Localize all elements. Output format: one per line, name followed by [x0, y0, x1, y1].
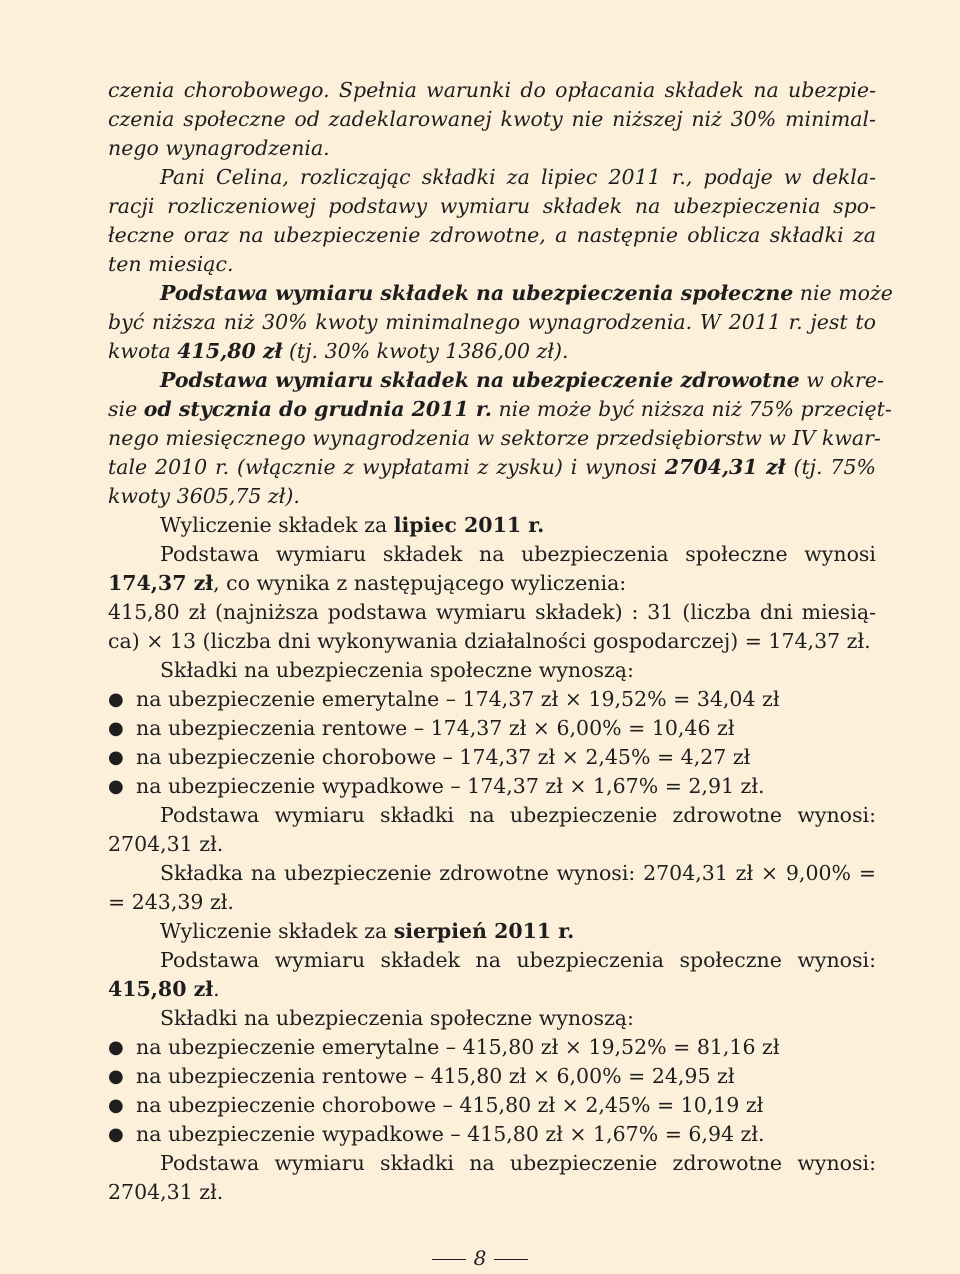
text-line: być niższa niż 30% kwoty minimalnego wynagrodzenia. W 2011 r. jest to — [108, 310, 876, 334]
text-span: tale 2010 r. (włącznie z wypłatami z zysku) i wynosi — [108, 455, 665, 479]
text-line — [108, 279, 893, 308]
text-line: Podstawa wymiaru składek na ubezpieczenia społeczne wynosi: — [160, 948, 876, 972]
footer-dash-left — [432, 1259, 466, 1260]
bullet-icon: ● — [108, 1037, 124, 1058]
text-line: 2704,31 zł. — [108, 832, 224, 856]
text-line — [108, 975, 876, 1004]
text-line: łeczne oraz na ubezpieczenie zdrowotne, a następnie oblicza składki za — [108, 223, 876, 247]
bullet-icon: ● — [108, 776, 124, 797]
bullet-icon: ● — [108, 747, 124, 768]
section-heading — [108, 511, 876, 540]
text-span: nie może — [793, 281, 893, 305]
text-line: Składki na ubezpieczenia społeczne wynoszą: — [160, 658, 634, 682]
list-item — [108, 1062, 876, 1091]
list-item — [108, 1120, 876, 1149]
text-span: w okre- — [799, 368, 884, 392]
text-span: Wyliczenie składek za — [160, 919, 394, 943]
list-item-text: na ubezpieczenie wypadkowe – 174,37 zł × 1,67% = 2,91 zł. — [136, 774, 765, 798]
text-span: Wyliczenie składek za — [160, 513, 394, 537]
text-line: Składka na ubezpieczenie zdrowotne wynosi: 2704,31 zł × 9,00% = — [160, 861, 876, 885]
text-line: 415,80 zł (najniższa podstawa wymiaru składek) : 31 (liczba dni miesią- — [108, 600, 876, 624]
text-line: Pani Celina, rozliczając składki za lipiec 2011 r., podaje w dekla- — [160, 165, 876, 189]
text-line: czenia społeczne od zadeklarowanej kwoty nie niższej niż 30% minimal- — [108, 107, 876, 131]
bold-phrase: Podstawa wymiaru składek na ubezpieczenie zdrowotne — [160, 368, 800, 392]
text-line: Podstawa wymiaru składki na ubezpieczenie zdrowotne wynosi: — [160, 803, 876, 827]
text-line — [108, 395, 892, 424]
bold-amount: 174,37 zł — [108, 571, 214, 595]
list-item — [108, 743, 876, 772]
bold-amount: 415,80 zł — [108, 977, 214, 1001]
bullet-icon: ● — [108, 1095, 124, 1116]
text-span: nie może być niższa niż 75% przecięt- — [491, 397, 892, 421]
text-line: czenia chorobowego. Spełnia warunki do opłacania składek na ubezpie- — [108, 78, 876, 102]
text-span: sie — [108, 397, 144, 421]
text-line: nego miesięcznego wynagrodzenia w sektorze przedsiębiorstw w IV kwar- — [108, 426, 881, 450]
text-line: ca) × 13 (liczba dni wykonywania działalności gospodarczej) = 174,37 zł. — [108, 629, 871, 653]
list-item-text: na ubezpieczenie emerytalne – 415,80 zł × 19,52% = 81,16 zł — [136, 1035, 780, 1059]
bold-amount: 2704,31 zł — [664, 455, 786, 479]
text-line: ten miesiąc. — [108, 252, 234, 276]
text-span: . — [213, 977, 220, 1001]
bullet-icon: ● — [108, 1066, 124, 1087]
text-line — [108, 569, 876, 598]
list-item-text: na ubezpieczenie chorobowe – 415,80 zł × 2,45% = 10,19 zł — [136, 1093, 764, 1117]
text-line — [108, 337, 876, 366]
text-line: racji rozliczeniowej podstawy wymiaru składek na ubezpieczenia spo- — [108, 194, 876, 218]
list-item — [108, 714, 876, 743]
page-number: 8 — [473, 1246, 487, 1270]
text-line: Podstawa wymiaru składki na ubezpieczenie zdrowotne wynosi: — [160, 1151, 876, 1175]
list-item-text: na ubezpieczenie wypadkowe – 415,80 zł × 1,67% = 6,94 zł. — [136, 1122, 765, 1146]
bold-phrase: Podstawa wymiaru składek na ubezpieczenia społeczne — [160, 281, 794, 305]
list-item-text: na ubezpieczenia rentowe – 415,80 zł × 6,00% = 24,95 zł — [136, 1064, 735, 1088]
text-span: , co wynika z następującego wyliczenia: — [213, 571, 627, 595]
list-item-text: na ubezpieczenia rentowe – 174,37 zł × 6,00% = 10,46 zł — [136, 716, 735, 740]
bold-amount: 415,80 zł — [177, 339, 283, 363]
section-heading — [108, 917, 876, 946]
bullet-icon: ● — [108, 1124, 124, 1145]
text-span: (tj. 75% — [785, 455, 876, 479]
list-item — [108, 1091, 876, 1120]
list-item — [108, 772, 876, 801]
text-line: Składki na ubezpieczenia społeczne wynoszą: — [160, 1006, 634, 1030]
list-item-text: na ubezpieczenie emerytalne – 174,37 zł × 19,52% = 34,04 zł — [136, 687, 780, 711]
document-body — [108, 76, 893, 1207]
footer-dash-right — [494, 1259, 528, 1260]
bold-phrase: sierpień 2011 r. — [393, 919, 575, 943]
text-line: kwoty 3605,75 zł). — [108, 484, 300, 508]
text-line: nego wynagrodzenia. — [108, 136, 330, 160]
bullet-icon: ● — [108, 689, 124, 710]
text-line — [108, 453, 876, 482]
bold-phrase: od stycznia do grudnia 2011 r. — [143, 397, 492, 421]
bold-phrase: lipiec 2011 r. — [393, 513, 545, 537]
text-line: Podstawa wymiaru składek na ubezpieczenia społeczne wynosi — [160, 542, 876, 566]
text-line: = 243,39 zł. — [108, 890, 234, 914]
text-line — [108, 366, 884, 395]
text-span: kwota — [108, 339, 178, 363]
list-item — [108, 1033, 876, 1062]
text-line: 2704,31 zł. — [108, 1180, 224, 1204]
text-span: (tj. 30% kwoty 1386,00 zł). — [282, 339, 569, 363]
list-item — [108, 685, 876, 714]
list-item-text: na ubezpieczenie chorobowe – 174,37 zł × 2,45% = 4,27 zł — [136, 745, 751, 769]
page-footer — [0, 1246, 960, 1270]
bullet-icon: ● — [108, 718, 124, 739]
